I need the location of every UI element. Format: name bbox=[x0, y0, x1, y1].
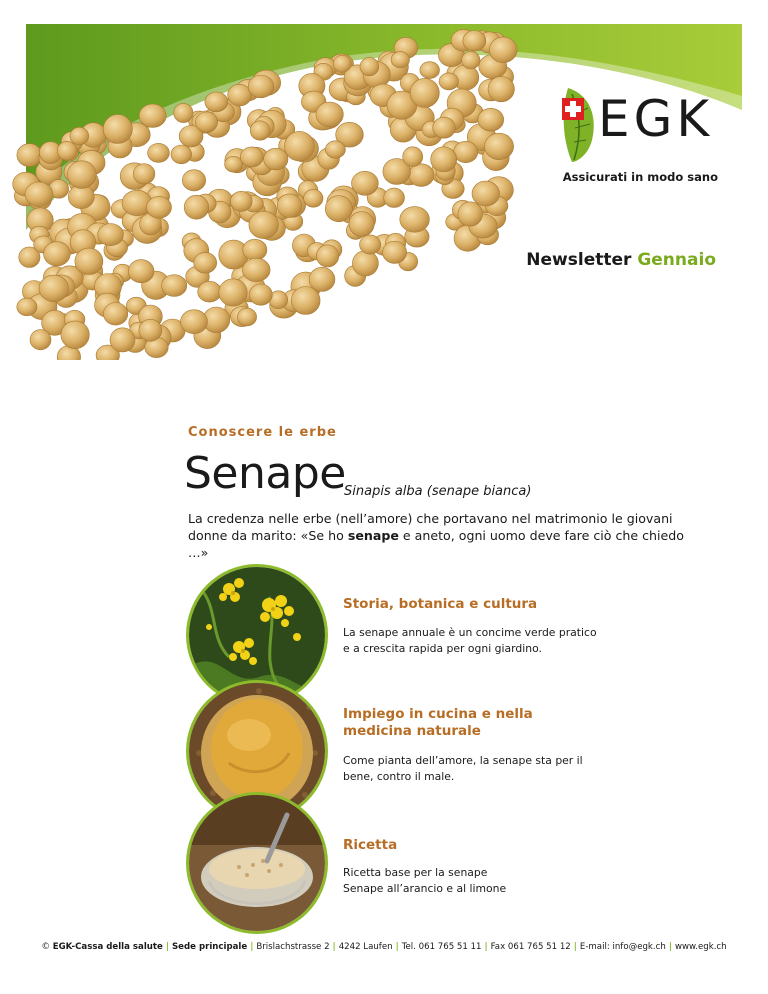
mustard-seed bbox=[352, 171, 379, 195]
mustard-seed bbox=[410, 78, 439, 107]
mustard-seed bbox=[431, 147, 457, 172]
mustard-seed bbox=[462, 51, 480, 69]
mustard-seed bbox=[162, 275, 187, 297]
mustard-seed bbox=[128, 260, 154, 283]
section-title-cooking: Impiego in cucina e nella medicina naturale bbox=[343, 706, 533, 739]
mustard-seed bbox=[249, 284, 272, 305]
mustard-seed bbox=[383, 241, 407, 263]
mustard-seed bbox=[243, 239, 267, 260]
mustard-seed bbox=[316, 102, 343, 127]
newsletter-heading bbox=[526, 250, 716, 270]
mustard-seed bbox=[17, 298, 37, 316]
mustard-seed bbox=[360, 235, 381, 254]
mustard-seed bbox=[174, 103, 193, 122]
mustard-seed bbox=[333, 55, 351, 72]
mustard-seed bbox=[228, 84, 252, 106]
intro-bold-word: senape bbox=[347, 528, 399, 543]
latin-name: Sinapis alba (senape bianca) bbox=[344, 484, 532, 499]
mustard-seed bbox=[98, 224, 124, 246]
section-text-recipe: Ricetta base per la senape Senape all’arancio e al limone bbox=[343, 866, 507, 895]
mustard-seed bbox=[194, 252, 217, 273]
mustard-seed bbox=[237, 308, 256, 326]
mustard-seed bbox=[230, 191, 252, 211]
mustard-bowl-image bbox=[189, 795, 325, 931]
mustard-seed bbox=[219, 279, 247, 306]
mustard-seed bbox=[39, 275, 69, 302]
mustard-seed bbox=[184, 195, 209, 219]
mustard-seed bbox=[484, 133, 513, 159]
mustard-seed bbox=[248, 75, 274, 98]
mustard-seed bbox=[391, 52, 409, 68]
mustard-seed bbox=[57, 141, 77, 160]
mustard-seed bbox=[352, 251, 378, 276]
section-kicker: Conoscere le erbe bbox=[188, 425, 337, 440]
intro-paragraph: La credenza nelle erbe (nell’amore) che portavano nel matrimonio le giovani donne da marito: «Se ho senape e aneto, ogni uomo deve fare ciò che chiedo …» bbox=[188, 511, 684, 560]
mustard-seed bbox=[242, 258, 270, 281]
mustard-seed bbox=[384, 188, 405, 207]
mustard-seed bbox=[409, 164, 434, 187]
footer-email-link[interactable]: E-mail: info@egk.ch bbox=[579, 942, 666, 952]
mustard-seed bbox=[403, 147, 423, 167]
mustard-seed bbox=[205, 92, 228, 112]
mustard-seed bbox=[139, 319, 162, 341]
mustard-seed bbox=[75, 248, 103, 274]
swiss-cross-leaf-icon bbox=[558, 84, 602, 164]
footer-fax: Fax 061 765 51 12 bbox=[490, 942, 571, 952]
mustard-seed bbox=[17, 144, 42, 167]
mustard-seed bbox=[316, 245, 338, 267]
page-title: Senape bbox=[184, 448, 346, 499]
mustard-seed bbox=[304, 189, 323, 207]
mustard-seed bbox=[291, 287, 320, 315]
footer-company: EGK-Cassa della salute bbox=[52, 942, 163, 952]
footer: © EGK-Cassa della salute | Sede principale | Brislachstrasse 2 | 4242 Laufen | Tel. 061 765 51 11 | Fax 061 765 51 12 | E-mail: info@egk.ch | www.egk.ch bbox=[41, 942, 727, 952]
mustard-seed bbox=[309, 267, 335, 291]
section-text-history: La senape annuale è un concime verde pratico e a crescita rapida per ogni giardino. bbox=[343, 626, 597, 655]
footer-website-link[interactable]: www.egk.ch bbox=[674, 942, 727, 952]
mustard-seed bbox=[249, 211, 279, 238]
mustard-seed bbox=[147, 196, 172, 218]
mustard-seed bbox=[44, 242, 71, 266]
footer-tel: Tel. 061 765 51 11 bbox=[401, 942, 482, 952]
newsletter-label: Newsletter bbox=[526, 250, 632, 270]
mustard-seed bbox=[284, 131, 314, 161]
mustard-seed bbox=[198, 281, 222, 302]
newsletter-month: Gennaio bbox=[637, 250, 716, 270]
mustard-seed bbox=[70, 127, 89, 145]
mustard-seed bbox=[277, 194, 301, 218]
mustard-seed bbox=[67, 161, 96, 189]
mustard-seed bbox=[325, 196, 352, 222]
mustard-seed bbox=[103, 303, 127, 326]
mustard-seed bbox=[110, 328, 135, 352]
mustard-seed bbox=[349, 212, 374, 237]
section-title-history: Storia, botanica e cultura bbox=[343, 596, 538, 612]
mustard-seed bbox=[30, 330, 51, 350]
mustard-seed bbox=[25, 182, 53, 206]
egk-logo bbox=[558, 84, 728, 184]
mustard-seed bbox=[458, 202, 483, 226]
mustard-seed bbox=[478, 108, 504, 131]
mustard-seed bbox=[250, 121, 270, 140]
mustard-seed bbox=[488, 76, 514, 101]
mustard-seed bbox=[195, 112, 217, 132]
mustard-seed bbox=[264, 148, 288, 170]
mustard-seed bbox=[171, 145, 192, 164]
footer-office-label: Sede principale bbox=[171, 942, 248, 952]
mustard-seed bbox=[420, 62, 440, 79]
mustard-seed bbox=[325, 141, 345, 158]
mustard-seed bbox=[400, 207, 430, 233]
mustard-seed bbox=[182, 170, 205, 191]
mustard-seed bbox=[148, 143, 170, 162]
mustard-seed bbox=[225, 156, 243, 172]
mustard-seed bbox=[439, 73, 458, 90]
mustard-seed bbox=[454, 141, 478, 162]
mustard-seed bbox=[181, 310, 208, 334]
section-title-recipe: Ricetta bbox=[343, 837, 398, 853]
mustard-seed bbox=[472, 181, 500, 206]
mustard-seed bbox=[360, 57, 379, 75]
logo-tagline: Assicurati in modo sano bbox=[562, 170, 718, 184]
mustard-seed bbox=[240, 147, 263, 167]
logo-wordmark: EGK bbox=[598, 90, 714, 148]
mustard-seed bbox=[463, 31, 486, 52]
mustard-seed bbox=[133, 164, 155, 184]
section-text-cooking: Come pianta dell’amore, la senape sta per il bene, contro il male. bbox=[343, 754, 583, 783]
mustard-seed bbox=[433, 117, 456, 138]
mustard-seed bbox=[103, 115, 132, 144]
mustard-seed bbox=[489, 37, 517, 63]
mustard-seed bbox=[61, 321, 89, 349]
